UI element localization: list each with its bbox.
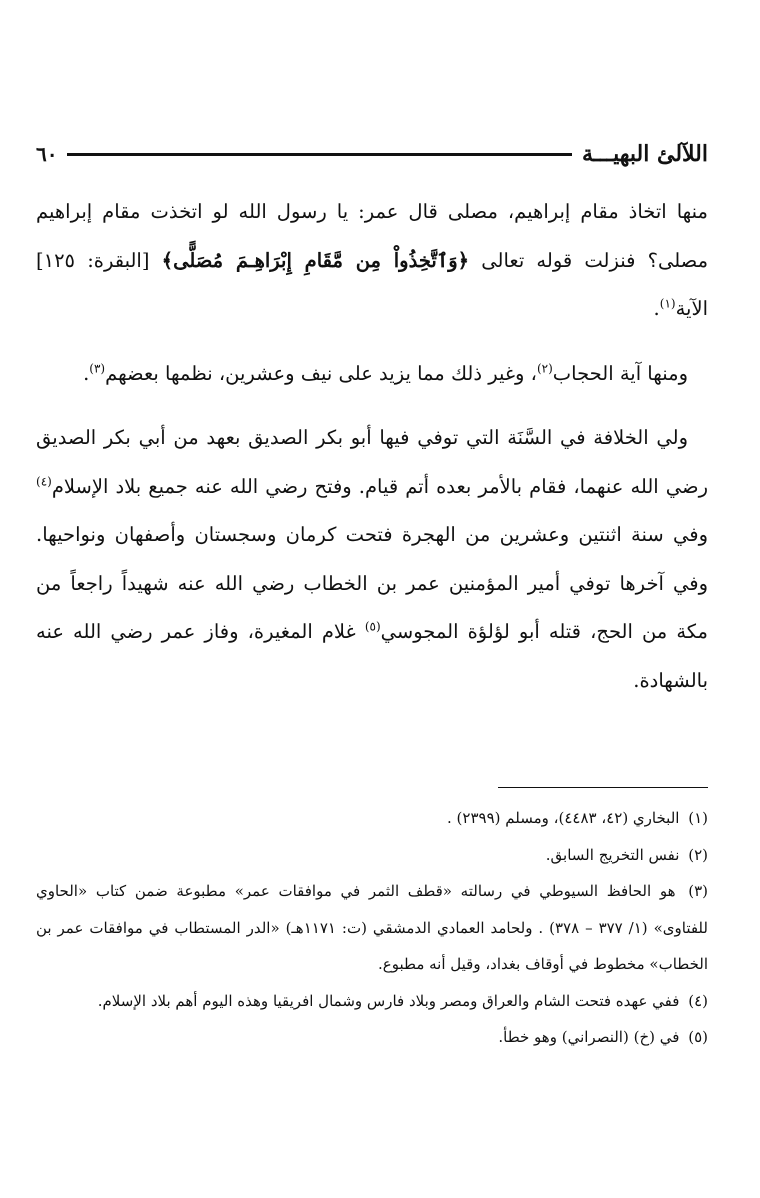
p1-end: . [653,297,660,320]
p3-mid: وفي سنة اثنتين وعشرين من الهجرة فتحت كرمان وسجستان وأصفهان ونواحيها. وفي آخرها توفي أمير المؤمنين عمر بن الخطاب رضي الله عنه شهيداً راجعاً من مكة من الحج، قتله أبو لؤلؤة المجوسي [36,523,708,643]
book-title: اللآلئ البهيـــة [581,141,708,167]
footnote-ref-1: (١) [659,296,676,311]
footnotes [36,800,708,1056]
p2-start: ومنها آية الحجاب [552,361,688,385]
footnote-ref-4: (٤) [36,474,52,488]
footnote-3 [36,873,708,983]
paragraph-3 [36,414,708,705]
footnote-ref-3: (٣) [89,361,106,375]
footnote-separator [498,787,708,788]
footnote-1 [36,800,708,837]
footnote-text: البخاري (٤٢، ٤٤٨٣)، ومسلم (٢٣٩٩) . [447,809,680,827]
footnote-4 [36,983,708,1020]
footnote-text: نفس التخريج السابق. [545,845,680,864]
paragraph-1 [36,188,708,334]
verse-reference: [البقرة: ١٢٥] الآية [36,248,708,320]
footnote-number: (١) [688,809,708,827]
footnote-text: ففي عهده فتحت الشام والعراق ومصر وبلاد فارس وشمال افريقيا وهذه اليوم أهم بلاد الإسلام. [97,991,680,1010]
p3-start: ولي الخلافة في السَّنَة التي توفي فيها أبو بكر الصديق بعهد من أبي بكر الصديق رضي الله عنهما، فقام بالأمر بعده أتم قيام. وفتح رضي الله عنه جميع بلاد الإسلام [36,426,708,498]
quran-verse: ﴿وَٱتَّخِذُواْ مِن مَّقَامِ إِبْرَاهِـمَ مُصَلًّى﴾ [161,248,470,272]
footnote-2 [36,837,708,874]
footnote-number: (٣) [688,882,708,900]
footnote-ref-2: (٢) [536,361,553,375]
p3-end: غلام المغيرة، وفاز عمر رضي الله عنه بالشهادة. [36,620,708,692]
footnote-5 [36,1019,708,1056]
main-text [36,188,708,721]
footnote-number: (٥) [688,1028,708,1046]
p2-end: . [83,361,90,385]
p2-mid: ، وغير ذلك مما يزيد على نيف وعشرين، نظمها بعضهم [105,361,537,385]
p1-text: منها اتخاذ مقام إبراهيم، مصلى قال عمر: يا رسول الله لو اتخذت مقام إبراهيم مصلى؟ فنزلت قوله تعالى [36,200,709,272]
footnote-number: (٢) [688,845,708,864]
footnote-text: هو الحافظ السيوطي في رسالته «قطف الثمر في موافقات عمر» مطبوعة ضمن كتاب «الحاوي للفتاوى» (١/ ٣٧٧ – ٣٧٨) . ولحامد العمادي الدمشقي (ت: ١١٧١هـ) «الدر المستطاب في موافقات عمر بن الخطاب» مخطوط في أوقاف بغداد، وقيل أنه مطبوع. [36,882,708,973]
running-header [36,138,708,170]
header-rule [67,153,572,156]
page-number: ٦٠ [36,142,58,166]
footnote-text: في (خ) (النصراني) وهو خطأ. [498,1028,680,1046]
paragraph-2 [36,350,708,399]
footnote-ref-5: (٥) [364,619,381,634]
footnote-number: (٤) [688,991,708,1010]
